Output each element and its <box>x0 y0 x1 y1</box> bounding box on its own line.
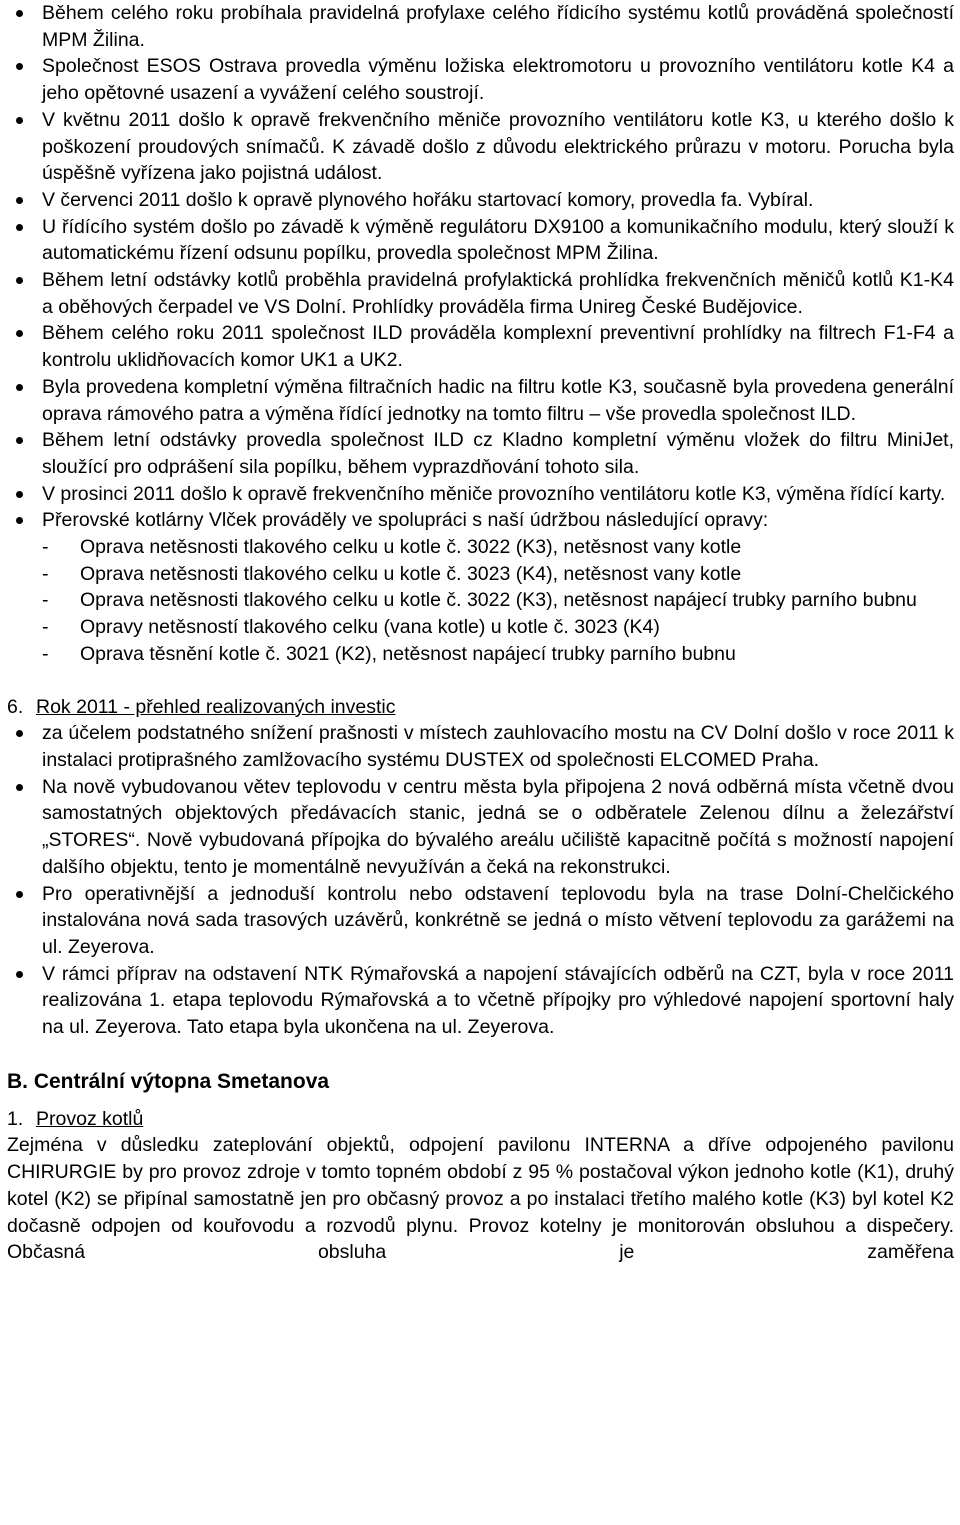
section-6-heading <box>7 694 954 721</box>
subsection-number: 1. <box>7 1107 24 1130</box>
list-item: Během letní odstávky provedla společnost ILD cz Kladno kompletní výměnu vložek do filtru MiniJet, sloužící pro odprášení sila popílku, během vyprazdňování tohoto sila. <box>7 427 954 480</box>
list-item: Společnost ESOS Ostrava provedla výměnu ložiska elektromotoru u provozního ventilátoru kotle K4 a jeho opětovné usazení a vyvážení celého soustrojí. <box>7 53 954 106</box>
repair-item: - Oprava netěsnosti tlakového celku u kotle č. 3022 (K3), netěsnost vany kotle <box>42 534 954 561</box>
repairs-list <box>42 534 954 668</box>
list-item: Byla provedena kompletní výměna filtračních hadic na filtru kotle K3, současně byla provedena generální oprava rámového patra a výměna řídící jednotky na tomto filtru – vše provedla společnost ILD. <box>7 374 954 427</box>
subsection-heading <box>7 1106 954 1133</box>
list-item: Během celého roku 2011 společnost ILD prováděla komplexní preventivní prohlídky na filtrech F1-F4 a kontrolu uklidňovacích komor UK1 a UK2. <box>7 320 954 373</box>
boiler-operation-paragraph: Zejména v důsledku zateplování objektů, odpojení pavilonu INTERNA a dříve odpojeného pavilonu CHIRURGIE by pro provoz zdroje v tomto topném období z 95 % postačoval výkon jednoho kotle (K1), druhý kotel (K2) se připínal samostatně jen pro občasný provoz a po instalaci třetího malého kotle (K3) byl kotel K2 dočasně odpojen od kouřovodu a rozvodů plynu. Provoz kotelny je monitorován obsluhou a dispečery. Občasná obsluha je zaměřena <box>7 1134 954 1264</box>
investments-list <box>7 720 954 1040</box>
repair-item: - Oprava netěsnosti tlakového celku u kotle č. 3022 (K3), netěsnost napájecí trubky parního bubnu <box>42 587 954 614</box>
section-6-number: 6. <box>7 695 24 718</box>
repair-item: - Oprava těsnění kotle č. 3021 (K2), netěsnost napájecí trubky parního bubnu <box>42 641 954 668</box>
list-item: za účelem podstatného snížení prašnosti v místech zauhlovacího mostu na CV Dolní došlo v roce 2011 k instalaci protiprašného zamlžovacího systému DUSTEX od společnosti ELCOMED Praha. <box>7 720 954 773</box>
section-6-title: Rok 2011 - přehled realizovaných investic <box>36 695 396 718</box>
section-b-title: B. Centrální výtopna Smetanova <box>7 1069 330 1093</box>
list-item <box>7 507 954 667</box>
maintenance-list <box>7 0 954 668</box>
list-item: Během letní odstávky kotlů proběhla pravidelná profylaktická prohlídka frekvenčních měničů kotlů K1-K4 a oběhových čerpadel ve VS Dolní. Prohlídky prováděla firma Unireg České Budějovice. <box>7 267 954 320</box>
list-item: V květnu 2011 došlo k opravě frekvenčního měniče provozního ventilátoru kotle K3, u kterého došlo k poškození proudových snímačů. K závadě došlo z důvodu elektrického průrazu v motoru. Porucha byla úspěšně vyřízena jako pojistná událost. <box>7 107 954 187</box>
list-item: U řídícího systém došlo po závadě k výměně regulátoru DX9100 a komunikačního modulu, který slouží k automatickému řízení odsunu popílku, provedla společnost MPM Žilina. <box>7 214 954 267</box>
list-item: V prosinci 2011 došlo k opravě frekvenčního měniče provozního ventilátoru kotle K3, výměna řídící karty. <box>7 481 954 508</box>
list-item: V rámci příprav na odstavení NTK Rýmařovská a napojení stávajících odběrů na CZT, byla v roce 2011 realizována 1. etapa teplovodu Rýmařovská a to včetně přípojky pro výhledové napojení sportovní haly na ul. Zeyerova. Tato etapa byla ukončena na ul. Zeyerova. <box>7 961 954 1041</box>
repair-item: - Oprava netěsnosti tlakového celku u kotle č. 3023 (K4), netěsnost vany kotle <box>42 561 954 588</box>
list-item: V červenci 2011 došlo k opravě plynového hořáku startovací komory, provedla fa. Vybíral. <box>7 187 954 214</box>
list-item: Během celého roku probíhala pravidelná profylaxe celého řídicího systému kotlů prováděná společností MPM Žilina. <box>7 0 954 53</box>
list-item-text: Přerovské kotlárny Vlček prováděly ve spolupráci s naší údržbou následující opravy: <box>42 509 769 532</box>
list-item: Pro operativnější a jednoduší kontrolu nebo odstavení teplovodu byla na trase Dolní-Chelčického instalována nová sada trasových uzávěrů, konkrétně se jedná o místo větvení teplovodu za garážemi na ul. Zeyerova. <box>7 881 954 961</box>
list-item: Na nově vybudovanou větev teplovodu v centru města byla připojena 2 nová odběrná místa včetně dvou samostatných objektových předávacích stanic, jedná se o odběratele Zelenou dílnu a železářství „STORES“. Nově vybudovaná přípojka do bývalého areálu učiliště kapacitně počítá s možností napojení dalšího objektu, tento je momentálně nevyužíván a čeká na rekonstrukci. <box>7 774 954 881</box>
repair-item: - Opravy netěsností tlakového celku (vana kotle) u kotle č. 3023 (K4) <box>42 614 954 641</box>
subsection-title: Provoz kotlů <box>36 1107 144 1130</box>
